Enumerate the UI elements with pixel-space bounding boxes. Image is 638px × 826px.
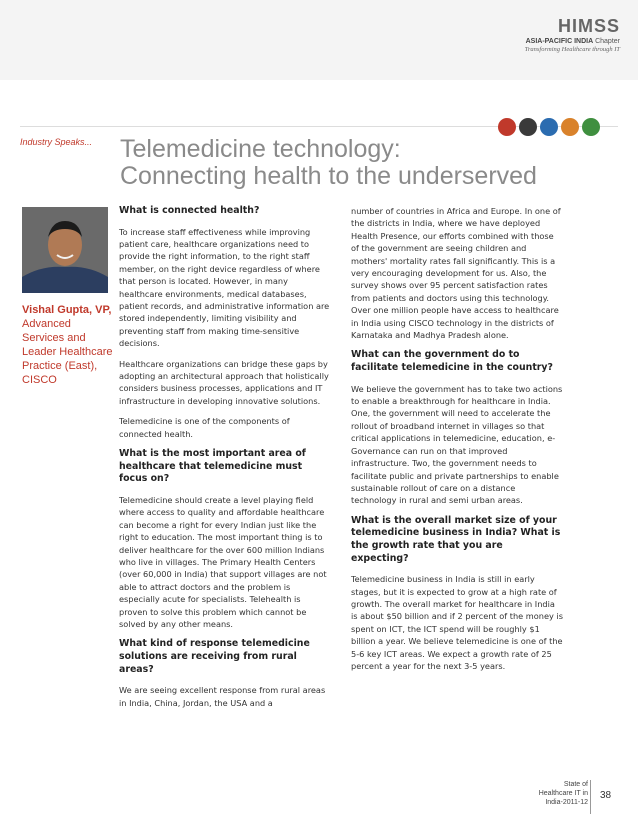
question-heading: What is the most important area of healthcare that telemedicine must focus on? — [119, 448, 306, 485]
column-left — [119, 205, 331, 717]
question-heading: What can the government do to facilitate telemedicine in the country? — [351, 349, 553, 374]
interviewee — [22, 303, 114, 387]
paragraph: number of countries in Africa and Europe. In one of the districts in India, where we have deployed Health Presence, our efforts combined with those of the government are seeing children and mothers' mortality rates fall significantly. This is a very encouraging development for us. Also, the survey shows over 95 percent satisfaction rates from patients and doctors using this technology. Over one million people have access to healthcare in India using CISCO technology in the districts of Karnataka and Madhya Pradesh alone. — [351, 206, 561, 341]
tagline: Transforming Healthcare through IT — [524, 46, 620, 53]
page-title — [120, 136, 590, 190]
question-heading: What is the overall market size of your telemedicine business in India? What is the growth rate that you are expecting? — [351, 514, 561, 564]
chapter-bold: ASIA-PACIFIC INDIA — [525, 38, 594, 45]
avatar — [22, 207, 108, 293]
scissors-icon — [498, 118, 516, 136]
paragraph: Telemedicine is one of the components of connected health. — [119, 416, 290, 439]
interviewee-role: Advanced Services and Leader Healthcare Practice (East), CISCO — [22, 318, 113, 386]
chapter-text — [500, 37, 620, 46]
section-label: Industry Speaks... — [20, 137, 93, 147]
laptop-icon — [519, 118, 537, 136]
paragraph: We believe the government has to take two actions to enable a breakthrough for healthcare in India. One, the government will need to accelerate the rollout of broadband internet in villages so that critical applications in telemedicine, education, e-Governance can run on that improved infrastructure. Two, the government needs to facilitate public and private partnerships to enable sustainable rollout of care on a distance technology in rural and semi urban areas. — [351, 383, 563, 506]
footer-line-2: Healthcare IT in — [538, 790, 588, 797]
footer-text — [508, 780, 588, 807]
question-heading: What is connected health? — [119, 205, 260, 216]
logo-text: HIMSS — [557, 16, 620, 36]
paragraph: Telemedicine business in India is still in early stages, but it is expected to grow at a high rate of growth. The overall market for healthcare in India is about $50 billion and if 2 percent of the money is spent on ICT, the ICT spend will be roughly $1 billion a year. We believe telemedicine is one of the 5-6 key ICT areas. We expect a growth rate of 25 percent a year for the next 3-5 years. — [351, 574, 563, 671]
page-number: 38 — [600, 790, 612, 801]
question-heading: What kind of response telemedicine solutions are receiving from rural areas? — [119, 638, 310, 675]
plant-icon — [582, 118, 600, 136]
paragraph: We are seeing excellent response from rural areas in India, China, Jordan, the USA and a — [119, 685, 326, 708]
paragraph: Telemedicine should create a level playing field where access to quality and affordable healthcare can become a right for every Indian just like the right to education. The most important thing is to deliver healthcare for the over 600 million Indians who live in villages. The Primary Health Centers (over 60,000 in India) that support villages are not able to attract doctors and the problem is especially acute for specialists. Telehealth is proven to solve this problem which cannot be solved by any other means. — [119, 494, 327, 629]
chapter-word: Chapter — [595, 38, 620, 45]
paragraph: To increase staff effectiveness while improving patient care, healthcare organizations need to provide the right information, to the right staff member, on the right device regardless of where that person is located. However, in many healthcare environments, medical databases, patient records, and administrative information are stored independently, limiting visibility and preventing staff from making time-sensitive decisions. — [119, 226, 330, 349]
paragraph: Healthcare organizations can bridge these gaps by adopting an architectural approach that holistically considers business processes, applications and IT infrastructure in developing innovative solutions. — [119, 358, 329, 406]
footer-line-1: State of — [563, 781, 588, 788]
footer-line-3: India-2011-12 — [545, 799, 588, 806]
wireless-icon — [540, 118, 558, 136]
tulip-icon — [561, 118, 579, 136]
himss-logo — [500, 16, 620, 53]
title-line-1: Telemedicine technology: — [120, 135, 401, 163]
column-right — [351, 205, 563, 680]
footer-divider — [590, 780, 591, 814]
title-line-2: Connecting health to the underserved — [120, 162, 537, 190]
interviewee-name: Vishal Gupta, VP, — [22, 304, 112, 316]
